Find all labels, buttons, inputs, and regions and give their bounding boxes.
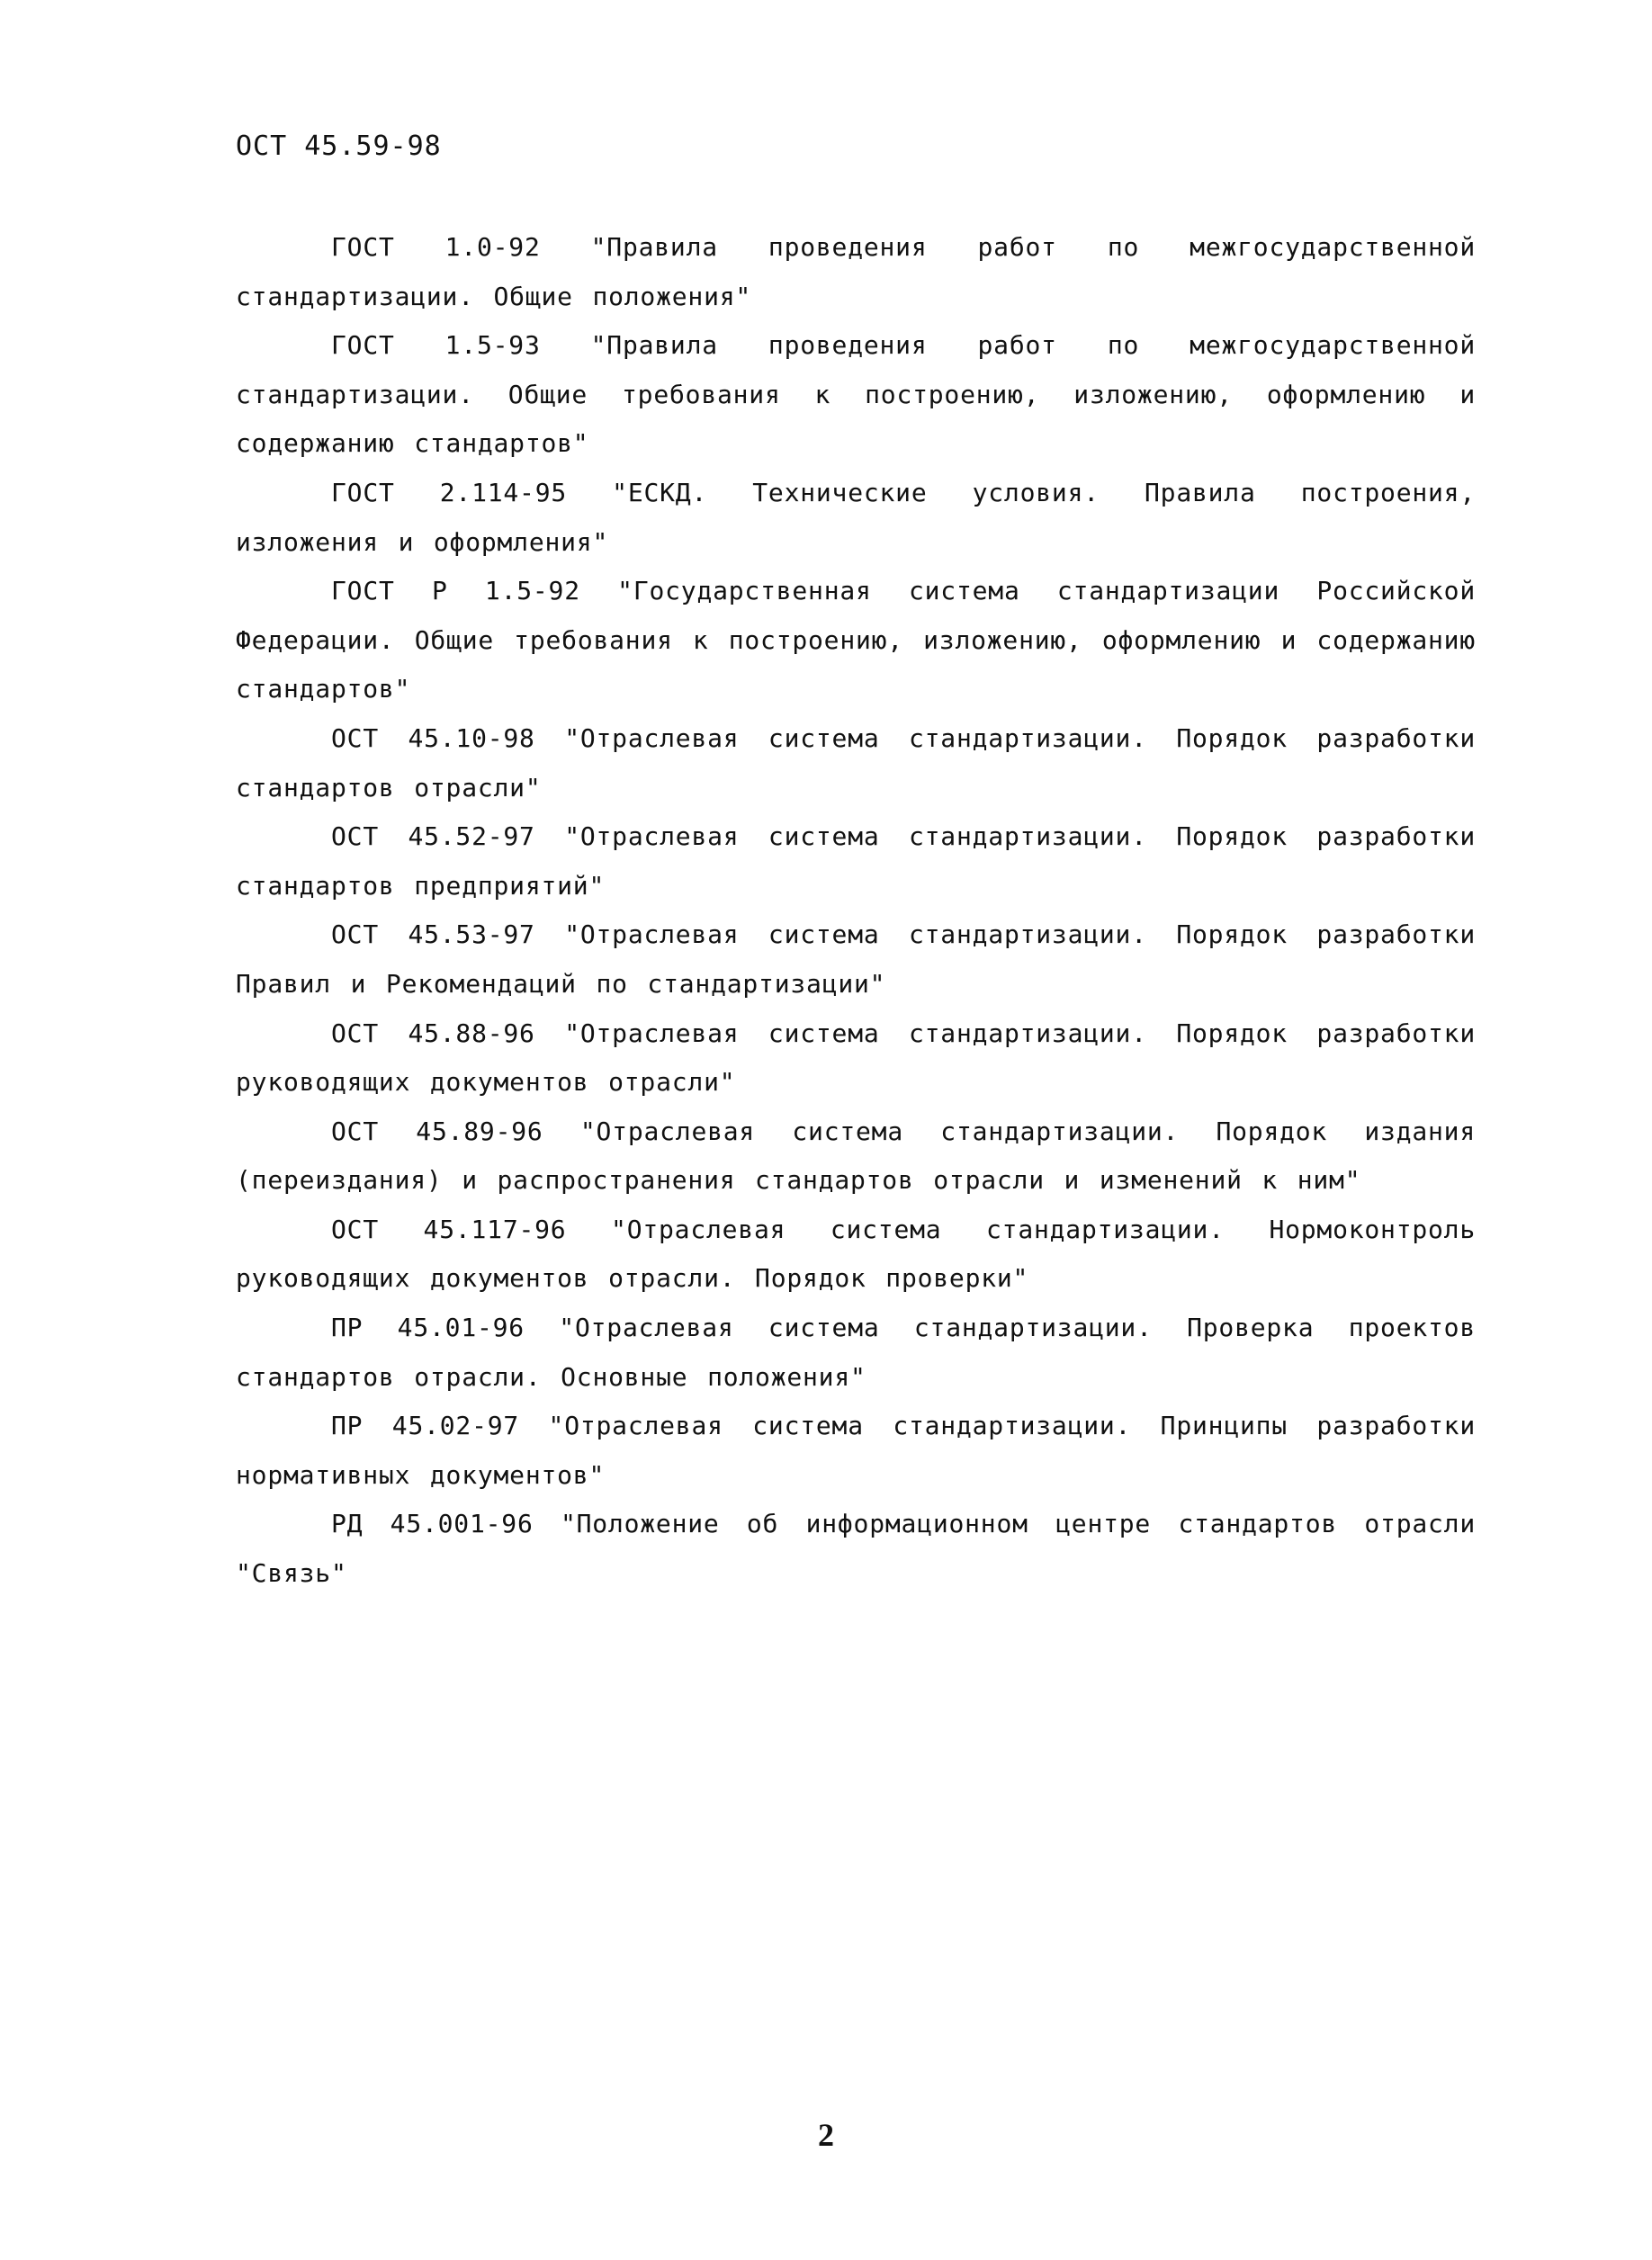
reference-item: ОСТ 45.117-96 "Отраслевая система стандартизации. Нормоконтроль руководящих документов отрасли. Порядок проверки" [236, 1214, 1476, 1294]
reference-item: ПР 45.01-96 "Отраслевая система стандартизации. Проверка проектов стандартов отрасли. Основные положения" [236, 1313, 1476, 1392]
reference-item: ГОСТ 2.114-95 "ЕСКД. Технические условия. Правила построения, изложения и оформления" [236, 477, 1476, 557]
reference-item: ПР 45.02-97 "Отраслевая система стандартизации. Принципы разработки нормативных документов" [236, 1411, 1476, 1490]
reference-item: ОСТ 45.53-97 "Отраслевая система стандартизации. Порядок разработки Правил и Рекомендаций по стандартизации" [236, 919, 1476, 999]
page-number: 2 [818, 2117, 834, 2153]
document-designation: ОСТ 45.59-98 [236, 130, 442, 162]
normative-references-list [236, 223, 1476, 1599]
reference-item: ГОСТ Р 1.5-92 "Государственная система стандартизации Российской Федерации. Общие требования к построению, изложению, оформлению и содержанию стандартов" [236, 576, 1476, 704]
reference-item: ОСТ 45.10-98 "Отраслевая система стандартизации. Порядок разработки стандартов отрасли" [236, 722, 1476, 803]
reference-item: ОСТ 45.88-96 "Отраслевая система стандартизации. Порядок разработки руководящих документов отрасли" [236, 1018, 1476, 1098]
reference-item: ГОСТ 1.0-92 "Правила проведения работ по межгосударственной стандартизации. Общие положения" [236, 232, 1476, 311]
reference-item: ГОСТ 1.5-93 "Правила проведения работ по межгосударственной стандартизации. Общие требования к построению, изложению, оформлению и содержанию стандартов" [236, 330, 1476, 459]
reference-item: ОСТ 45.89-96 "Отраслевая система стандартизации. Порядок издания (переиздания) и распространения стандартов отрасли и изменений к ним" [236, 1116, 1476, 1196]
reference-item: РД 45.001-96 "Положение об информационном центре стандартов отрасли "Связь" [236, 1509, 1476, 1589]
reference-item: ОСТ 45.52-97 "Отраслевая система стандартизации. Порядок разработки стандартов предприятий" [236, 821, 1476, 901]
